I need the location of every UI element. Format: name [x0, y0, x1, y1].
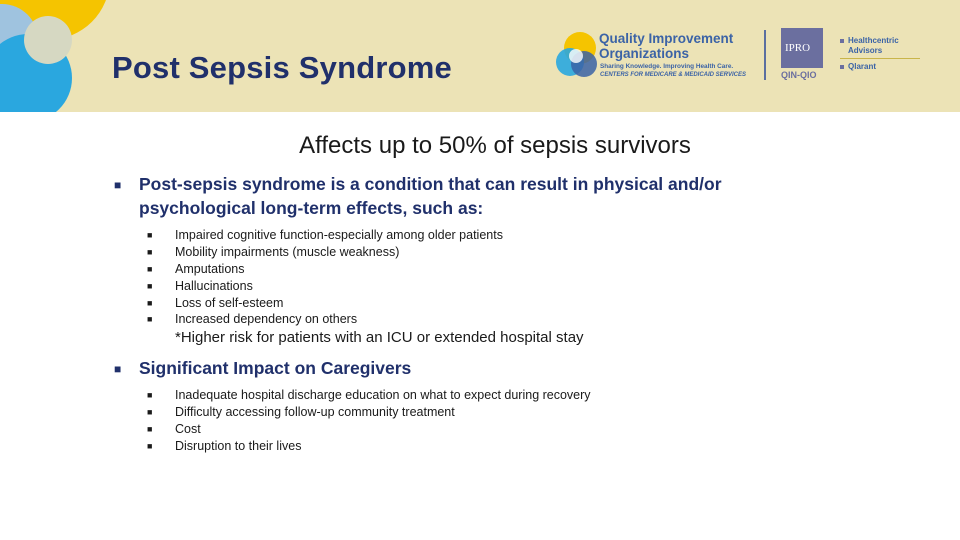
- list-item: Amputations: [175, 262, 245, 276]
- list-item: Hallucinations: [175, 279, 253, 293]
- bullet-square-icon: ■: [147, 314, 153, 324]
- bullet-square-icon: ■: [147, 407, 153, 417]
- bullet-square-icon: ■: [147, 390, 153, 400]
- list-item: Cost: [175, 422, 201, 436]
- square-bullet-icon: [840, 65, 844, 69]
- list-item: Impaired cognitive function-especially among older patients: [175, 228, 503, 242]
- qio-name-line2: Organizations: [599, 46, 690, 61]
- section2-bullet: Significant Impact on Caregivers: [139, 358, 412, 378]
- qio-tagline: Sharing Knowledge. Improving Health Care.: [600, 63, 734, 70]
- bullet-square-icon: ■: [114, 362, 122, 376]
- list-item: Loss of self-esteem: [175, 296, 284, 310]
- section1-bullet-line2: psychological long-term effects, such as:: [139, 198, 484, 218]
- bullet-square-icon: ■: [147, 230, 153, 240]
- qin-qio-label: QIN-QIO: [781, 70, 817, 80]
- section1-bullet: [139, 172, 722, 220]
- list-item: Mobility impairments (muscle weakness): [175, 245, 400, 259]
- bullet-square-icon: ■: [147, 281, 153, 291]
- ipro-logo-text: IPRO: [785, 42, 811, 54]
- slide-header: [0, 0, 960, 112]
- section1-bullet-line1: Post-sepsis syndrome is a condition that can result in physical and/or: [139, 174, 722, 194]
- risk-note: *Higher risk for patients with an ICU or extended hospital stay: [175, 329, 584, 346]
- bullet-square-icon: ■: [114, 178, 122, 192]
- partner-line1: Healthcentric: [848, 36, 899, 45]
- logo-divider: [764, 30, 766, 80]
- list-item: Inadequate hospital discharge education on what to expect during recovery: [175, 388, 591, 402]
- qio-subline: CENTERS FOR MEDICARE & MEDICAID SERVICES: [600, 72, 747, 78]
- list-item: Increased dependency on others: [175, 312, 358, 326]
- partner-divider: [840, 58, 920, 59]
- partner-healthcentric: [840, 36, 899, 45]
- qio-name-line1: Quality Improvement: [599, 31, 734, 46]
- slide-subtitle: Affects up to 50% of sepsis survivors: [299, 132, 691, 159]
- page-title: Post Sepsis Syndrome: [112, 50, 452, 85]
- square-bullet-icon: [840, 39, 844, 43]
- bullet-square-icon: ■: [147, 264, 153, 274]
- bullet-square-icon: ■: [147, 247, 153, 257]
- deco-circle-grey: [24, 16, 72, 64]
- list-item: Disruption to their lives: [175, 439, 302, 453]
- partner-line3: Qlarant: [848, 62, 877, 71]
- qio-name: [599, 31, 733, 61]
- list-item: Difficulty accessing follow-up community treatment: [175, 405, 455, 419]
- decorative-circles: [0, 0, 120, 112]
- bullet-square-icon: ■: [147, 441, 153, 451]
- partner-qlarant: [840, 62, 876, 71]
- partner-advisors: Advisors: [848, 46, 883, 55]
- bullet-square-icon: ■: [147, 298, 153, 308]
- bullet-square-icon: ■: [147, 424, 153, 434]
